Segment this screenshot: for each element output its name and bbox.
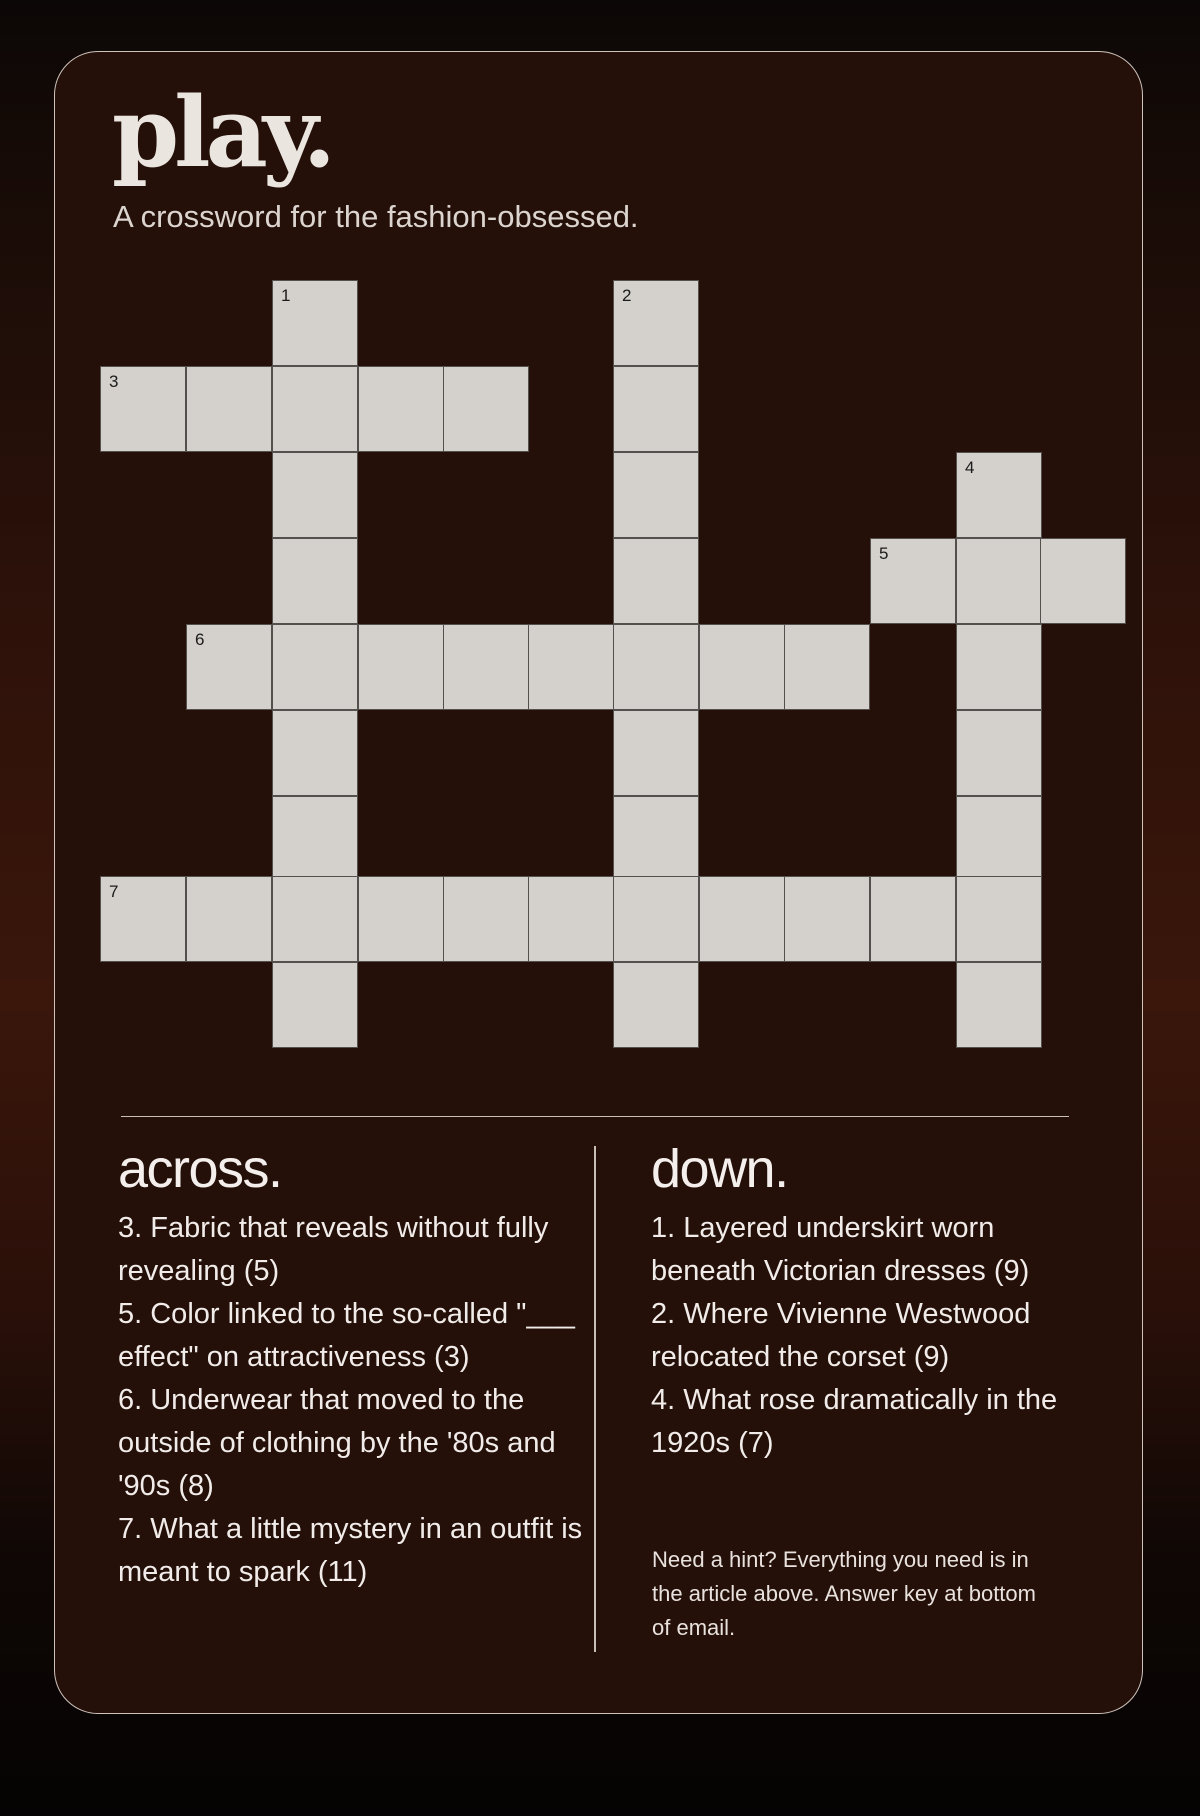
grid-cell[interactable] xyxy=(870,538,956,624)
across-clue: 3. Fabric that reveals without fully revealing (5) xyxy=(118,1212,549,1287)
hint-text: Need a hint? Everything you need is in the article above. Answer key at bottom of email. xyxy=(652,1547,1036,1640)
clue-number: 3 xyxy=(109,372,119,391)
grid-cell[interactable] xyxy=(358,876,444,962)
grid-cell[interactable] xyxy=(272,280,358,366)
down-clue: 4. What rose dramatically in the 1920s (7) xyxy=(651,1384,1058,1459)
down-clue: 1. Layered underskirt worn beneath Victorian dresses (9) xyxy=(651,1212,1030,1287)
grid-cell[interactable] xyxy=(613,538,699,624)
grid-cell[interactable] xyxy=(870,876,956,962)
grid-cell[interactable] xyxy=(613,962,699,1048)
grid-cell[interactable] xyxy=(186,366,272,452)
grid-cell[interactable] xyxy=(272,796,358,882)
grid-cell[interactable] xyxy=(613,876,699,962)
grid-cell[interactable] xyxy=(956,796,1042,882)
across-clue: 7. What a little mystery in an outfit is meant to spark (11) xyxy=(118,1513,583,1588)
down-clue: 2. Where Vivienne Westwood relocated the corset (9) xyxy=(651,1298,1031,1373)
grid-cell[interactable] xyxy=(358,366,444,452)
grid-cell[interactable] xyxy=(699,876,785,962)
clue-number: 4 xyxy=(965,458,975,477)
grid-cell[interactable] xyxy=(956,962,1042,1048)
grid-cell[interactable] xyxy=(443,624,529,710)
grid-cell[interactable] xyxy=(956,452,1042,538)
grid-cell[interactable] xyxy=(956,876,1042,962)
down-heading: down. xyxy=(651,1139,788,1199)
clue-number: 5 xyxy=(879,544,889,563)
clue-number: 7 xyxy=(109,882,119,901)
grid-cell[interactable] xyxy=(272,452,358,538)
grid-cell[interactable] xyxy=(956,624,1042,710)
grid-cell[interactable] xyxy=(528,624,614,710)
grid-cell[interactable] xyxy=(272,962,358,1048)
grid-cell[interactable] xyxy=(613,710,699,796)
grid-cell[interactable] xyxy=(443,876,529,962)
grid-cell[interactable] xyxy=(272,710,358,796)
grid-cell[interactable] xyxy=(272,538,358,624)
grid-cell[interactable] xyxy=(956,538,1042,624)
grid-cell[interactable] xyxy=(613,280,699,366)
clue-number: 6 xyxy=(195,630,205,649)
grid-cell[interactable] xyxy=(100,876,186,962)
grid-cell[interactable] xyxy=(272,876,358,962)
page-subtitle: A crossword for the fashion-obsessed. xyxy=(113,199,639,234)
grid-cell[interactable] xyxy=(528,876,614,962)
page-title: play. xyxy=(112,76,331,189)
grid-cell[interactable] xyxy=(784,624,870,710)
across-clue: 5. Color linked to the so-called "___ effect" on attractiveness (3) xyxy=(118,1298,575,1373)
grid-cell[interactable] xyxy=(613,366,699,452)
grid-cell[interactable] xyxy=(613,624,699,710)
grid-cell[interactable] xyxy=(443,366,529,452)
grid-cell[interactable] xyxy=(956,710,1042,796)
clue-number: 1 xyxy=(281,286,291,305)
grid-cell[interactable] xyxy=(358,624,444,710)
grid-cell[interactable] xyxy=(100,366,186,452)
section-divider xyxy=(121,1116,1069,1117)
grid-cell[interactable] xyxy=(784,876,870,962)
across-heading: across. xyxy=(118,1139,282,1199)
clue-number: 2 xyxy=(622,286,632,305)
grid-cell[interactable] xyxy=(613,452,699,538)
grid-cell[interactable] xyxy=(699,624,785,710)
grid-cell[interactable] xyxy=(613,796,699,882)
grid-cell[interactable] xyxy=(272,624,358,710)
across-clue: 6. Underwear that moved to the outside of clothing by the '80s and '90s (8) xyxy=(118,1384,556,1502)
down-clue-list xyxy=(651,1207,1081,1465)
grid-cell[interactable] xyxy=(1040,538,1126,624)
grid-cell[interactable] xyxy=(186,876,272,962)
grid-cell[interactable] xyxy=(186,624,272,710)
grid-cell[interactable] xyxy=(272,366,358,452)
across-clue-list xyxy=(118,1207,598,1594)
